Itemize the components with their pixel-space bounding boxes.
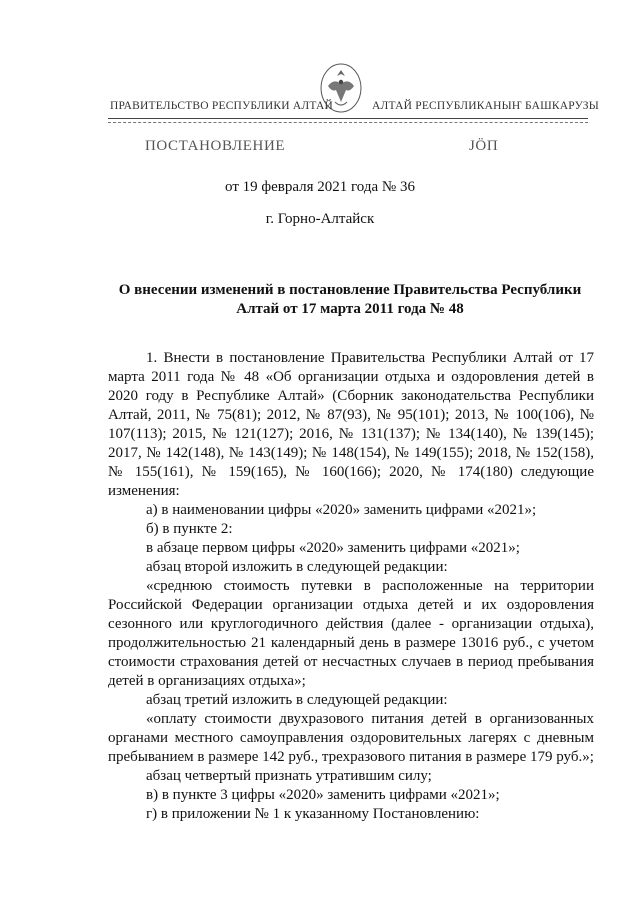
date-number: от 19 февраля 2021 года № 36 [225, 179, 415, 195]
doc-type-right: ЈÖП [469, 138, 499, 154]
paragraph: «оплату стоимости двухразового питания детей в организованных органами местного самоуправления оздоровительных лагерях с дневным пребыванием в размере 142 руб., трехразового питания в размере 179 руб.»; [108, 711, 594, 765]
paragraph: в) в пункте 3 цифры «2020» заменить цифрами «2021»; [146, 787, 500, 803]
paragraph: а) в наименовании цифры «2020» заменить цифрами «2021»; [146, 502, 537, 518]
header-divider [108, 118, 588, 119]
document-body [108, 349, 594, 824]
org-name-left: ПРАВИТЕЛЬСТВО РЕСПУБЛИКИ АЛТАЙ [110, 100, 334, 112]
paragraph: абзац второй изложить в следующей редакции: [146, 559, 448, 575]
paragraph: б) в пункте 2: [146, 521, 233, 537]
paragraph: в абзаце первом цифры «2020» заменить цифрами «2021»; [146, 540, 520, 556]
paragraph: абзац третий изложить в следующей редакции: [146, 692, 448, 708]
city: г. Горно-Алтайск [265, 211, 375, 227]
doc-type-left: ПОСТАНОВЛЕНИЕ [145, 138, 286, 154]
paragraph: абзац четвертый признать утратившим силу; [146, 768, 432, 784]
org-name-right: АЛТАЙ РЕСПУБЛИКАНЫҤ БАШКАРУЗЫ [372, 100, 599, 112]
document-title: О внесении изменений в постановление Правительства Республики Алтай от 17 марта 2011 года № 48 [118, 282, 582, 317]
paragraph: 1. Внести в постановление Правительства Республики Алтай от 17 марта 2011 года № 48 «Об организации отдыха и оздоровления детей в 2020 году в Республике Алтай» (Сборник законодательства Республики Алтай, 2011, № 75(81); 2012, № 87(93), № 95(101); 2013, № 100(106), № 107(113); 2015, № 121(127); 2016, № 131(137); № 134(140), № 139(145); 2017, № 142(148), № 143(149); № 148(154), № 149(155); 2018, № 152(158), № 155(161), № 159(165), № 160(166); 2020, № 174(180) следующие изменения: [108, 350, 594, 499]
paragraph: г) в приложении № 1 к указанному Постановлению: [146, 806, 480, 822]
header-divider-secondary [108, 122, 588, 123]
paragraph: «среднюю стоимость путевки в расположенные на территории Российской Федерации организации отдыха детей и их оздоровления сезонного или круглогодичного действия (далее - организации отдыха), продолжительностью 21 календарный день в размере 13016 руб., с учетом стоимости страхования детей от несчастных случаев в период пребывания детей в организациях отдыха»; [108, 578, 594, 689]
